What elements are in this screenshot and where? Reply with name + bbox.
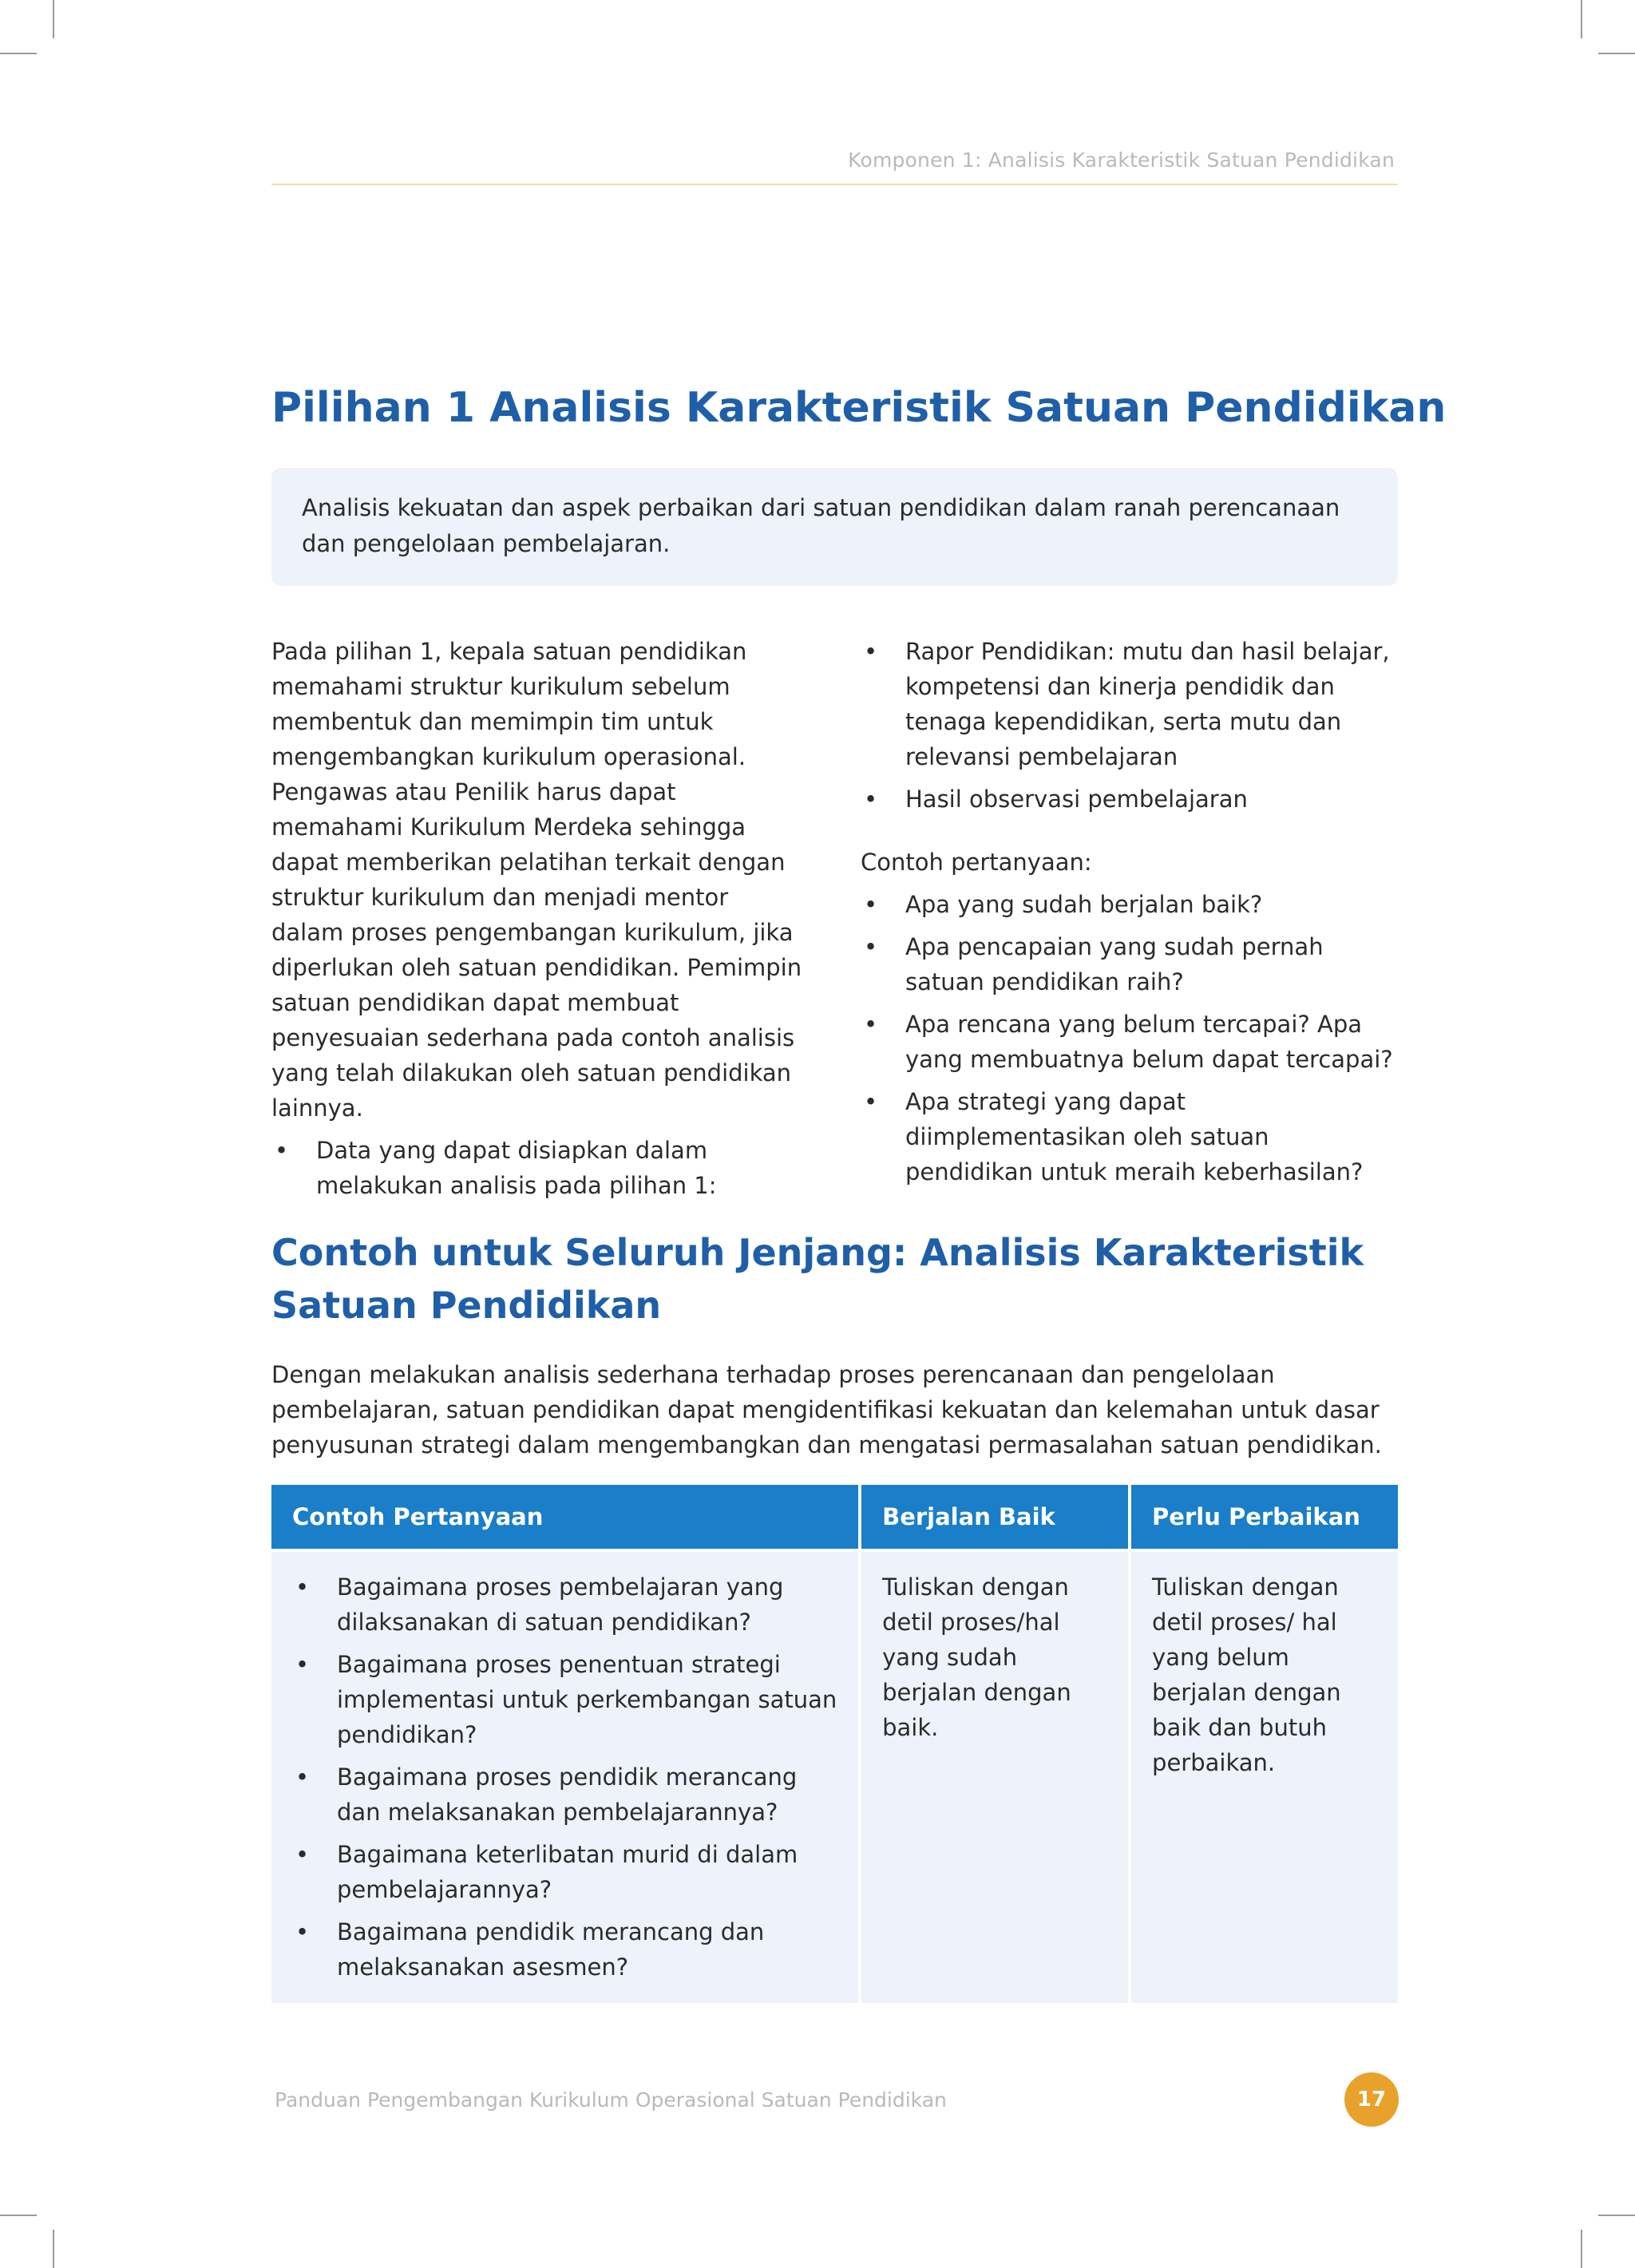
crop-mark [0, 53, 37, 54]
list-item: • Data yang dapat disiapkan dalam melakukan analisis pada pilihan 1: [271, 1133, 806, 1203]
list-item: • Bagaimana proses pendidik merancang dan melaksanakan pembelajarannya? [292, 1759, 837, 1830]
intro-paragraph: Pada pilihan 1, kepala satuan pendidikan memahami struktur kurikulum sebelum membentuk dan memimpin tim untuk mengembangkan kurikulum operasional. Pengawas atau Penilik harus dapat memahami Kurikulum Merdeka sehingga dapat memberikan pelatihan terkait dengan struktur kurikulum dan menjadi mentor dalam proses pengembangan kurikulum, jika diperlukan oleh satuan pendidikan. Pemimpin satuan pendidikan dapat membuat penyesuaian sederhana pada contoh analisis yang telah dilakukan oleh satuan pendidikan lainnya. [271, 638, 802, 1122]
questions-cell [271, 1552, 858, 2003]
crop-mark [1598, 53, 1635, 54]
list-item: • Apa pencapaian yang sudah pernah satuan pendidikan raih? [861, 929, 1403, 999]
list-item: • Apa rencana yang belum tercapai? Apa yang membuatnya belum dapat tercapai? [861, 1007, 1403, 1077]
list-item: • Apa strategi yang dapat diimplementasikan oleh satuan pendidikan untuk meraih keberhasilan? [861, 1084, 1403, 1189]
column-header: Perlu Perbaikan [1131, 1485, 1398, 1552]
page-number-badge: 17 [1344, 2072, 1399, 2127]
column-header: Berjalan Baik [861, 1485, 1128, 1552]
left-bullet-list [271, 1133, 806, 1203]
summary-text: Analisis kekuatan dan aspek perbaikan dari satuan pendidikan dalam ranah perencanaan dan pengelolaan pembelajaran. [302, 494, 1340, 557]
crop-mark [1598, 2215, 1635, 2216]
list-item: • Bagaimana keterlibatan murid di dalam pembelajarannya? [292, 1837, 837, 1907]
section-title: Contoh untuk Seluruh Jenjang: Analisis Karakteristik Satuan Pendidikan [271, 1231, 1364, 1327]
footer-book-title: Panduan Pengembangan Kurikulum Operasional Satuan Pendidikan [275, 2088, 947, 2112]
questions-label: Contoh pertanyaan: [861, 849, 1092, 876]
crop-mark [1581, 2230, 1582, 2268]
improve-cell: Tuliskan dengan detil proses/ hal yang belum berjalan dengan baik dan butuh perbaikan. [1131, 1552, 1398, 2003]
analysis-table [271, 1485, 1398, 2003]
table-row [271, 1552, 1398, 2003]
table-question-list [292, 1569, 837, 1985]
right-column [861, 634, 1403, 1197]
header-divider [271, 184, 1398, 185]
list-item: • Rapor Pendidikan: mutu dan hasil belajar, kompetensi dan kinerja pendidik dan tenaga kependidikan, serta mutu dan relevansi pembelajaran [861, 634, 1403, 774]
page-title: Pilihan 1 Analisis Karakteristik Satuan Pendidikan [271, 384, 1447, 432]
list-item: • Hasil observasi pembelajaran [861, 782, 1403, 817]
question-bullet-list [861, 887, 1403, 1189]
left-column [271, 634, 806, 1210]
good-cell: Tuliskan dengan detil proses/hal yang sudah berjalan dengan baik. [861, 1552, 1128, 2003]
table-header-row [271, 1485, 1398, 1552]
column-header: Contoh Pertanyaan [271, 1485, 858, 1552]
data-bullet-list [861, 634, 1403, 817]
list-item: • Bagaimana pendidik merancang dan melaksanakan asesmen? [292, 1914, 837, 1985]
summary-box [271, 468, 1398, 586]
list-item: • Apa yang sudah berjalan baik? [861, 887, 1403, 922]
section-paragraph: Dengan melakukan analisis sederhana terhadap proses perencanaan dan pengelolaan pembelajaran, satuan pendidikan dapat mengidentifikasi kekuatan dan kelemahan untuk dasar penyusunan strategi dalam mengembangkan dan mengatasi permasalahan satuan pendidikan. [271, 1361, 1382, 1459]
crop-mark [1581, 0, 1582, 38]
crop-mark [53, 2230, 54, 2268]
list-item: • Bagaimana proses penentuan strategi implementasi untuk perkembangan satuan pendidikan? [292, 1647, 837, 1752]
list-item: • Bagaimana proses pembelajaran yang dilaksanakan di satuan pendidikan? [292, 1569, 837, 1640]
running-header: Komponen 1: Analisis Karakteristik Satuan Pendidikan [848, 148, 1395, 172]
crop-mark [53, 0, 54, 38]
crop-mark [0, 2215, 37, 2216]
